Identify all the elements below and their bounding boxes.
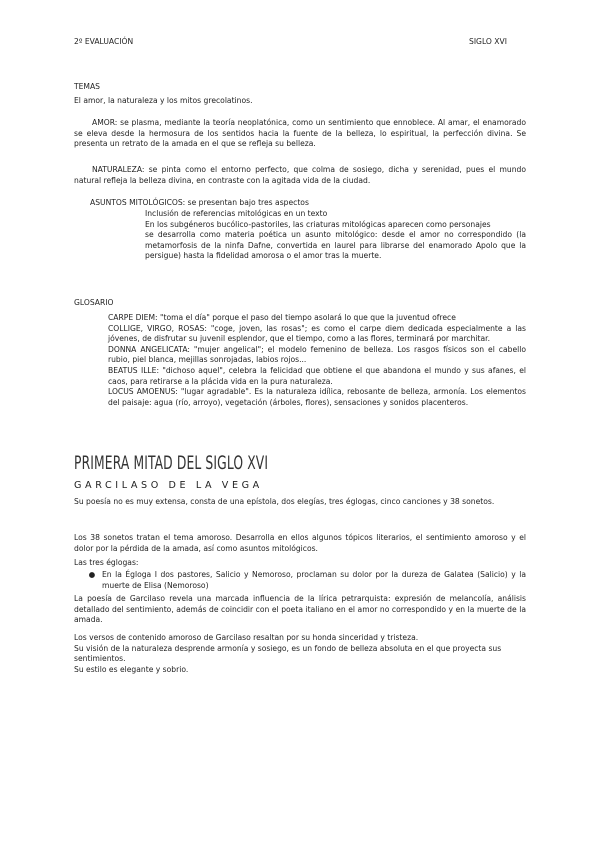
glosario-item: COLLIGE, VIRGO, ROSAS: "coge, joven, las rosas"; es como el carpe diem dedicada especialmente a las jóvenes, de disfrutar su juvenil esplendor, que el tiempo, como a las flores, terminará por marchitar. (108, 323, 526, 344)
temas-amor: AMOR: se plasma, mediante la teoría neoplatónica, como un sentimiento que ennoblece. Al amar, el enamorado se eleva desde la hermosura de los sentidos hacia la fuente de la belleza, lo espiritual, la perfección divina. Se presenta un retrato de la amada en el que se refleja su belleza. (74, 118, 526, 149)
list-item: ● En la Égloga I dos pastores, Salicio y Nemoroso, proclaman su dolor por la dureza de Galatea (Salicio) y la muerte de Elisa (Nemoroso) (82, 570, 526, 591)
glosario-item: DONNA ANGELICATA: "mujer angelical"; el modelo femenino de belleza. Los rasgos físicos son el cabello rubio, piel blanca, mejillas sonrojadas, labios rojos... (108, 344, 526, 365)
para-petrarquista: La poesía de Garcilaso revela una marcada influencia de la lírica petrarquista: expresión de melancolía, análisis detallado del sentimiento, además de coincidir con el poeta italiano en el amor no correspondido y en la muerte de la amada. (74, 594, 526, 625)
header-right: SIGLO XVI (469, 37, 507, 46)
temas-heading: TEMAS (74, 82, 101, 91)
header-left: 2º EVALUACIÓN (74, 37, 134, 46)
asuntos-item: Inclusión de referencias mitológicas en un texto (145, 209, 328, 218)
author-heading: GARCILASO DE LA VEGA (74, 480, 263, 491)
temas-asuntos-heading: ASUNTOS MITOLÓGICOS: se presentan bajo tres aspectos (90, 198, 309, 207)
para-conclusiones: Los versos de contenido amoroso de Garcilaso resaltan por su honda sinceridad y tristeza. Su visión de la naturaleza desprende armonía y sosiego, es un fondo de belleza absoluta en el que proyecta sus sentimientos. Su estilo es elegante y sobrio. (74, 633, 502, 674)
glosario-heading: GLOSARIO (74, 298, 114, 307)
asuntos-item: En los subgéneros bucólico-pastoriles, las criaturas mitológicas aparecen como personajes (145, 219, 491, 229)
asuntos-item: se desarrolla como materia poética un asunto mitológico: desde el amor no correspondido (la metamorfosis de la ninfa Dafne, convertida en laurel para librarse del enamorado Apolo que la persigue) hasta la fidelidad amorosa o el amor tras la muerte. (145, 230, 526, 261)
glosario-list (108, 313, 526, 408)
bullet-icon: ● (88, 570, 96, 579)
glosario-item: BEATUS ILLE: "dichoso aquel", celebra la felicidad que obtiene el que abandona el mundo y sus afanes, el caos, para retirarse a la plácida vida en la pura naturaleza. (108, 365, 526, 386)
temas-asuntos-list (145, 209, 526, 262)
eglogas-list (82, 570, 526, 591)
glosario-item: CARPE DIEM: "toma el día" porque el paso del tiempo asolará lo que que la juventud ofrece (108, 313, 456, 322)
temas-naturaleza: NATURALEZA: se pinta como el entorno perfecto, que colma de sosiego, dicha y serenidad, pues el mundo natural refleja la belleza divina, en contraste con la agitada vida de la ciudad. (74, 165, 526, 185)
para-obra: Su poesía no es muy extensa, consta de una epístola, dos elegías, tres églogas, cinco canciones y 38 sonetos. (74, 497, 495, 506)
temas-intro: El amor, la naturaleza y los mitos grecolatinos. (74, 96, 253, 105)
section-title: PRIMERA MITAD DEL SIGLO XVI (74, 452, 269, 474)
para-sonetos: Los 38 sonetos tratan el tema amoroso. Desarrolla en ellos algunos tópicos literarios, el sentimiento amoroso y el dolor por la pérdida de la amada, así como asuntos mitológicos. (74, 533, 526, 553)
eglogas-heading: Las tres églogas: (74, 558, 139, 567)
glosario-item: LOCUS AMOENUS: "lugar agradable". Es la naturaleza idílica, rebosante de belleza, armonía. Los elementos del paisaje: agua (río, arroyo), vegetación (árboles, flores), sensaciones y sonidos placenteros. (108, 387, 526, 407)
